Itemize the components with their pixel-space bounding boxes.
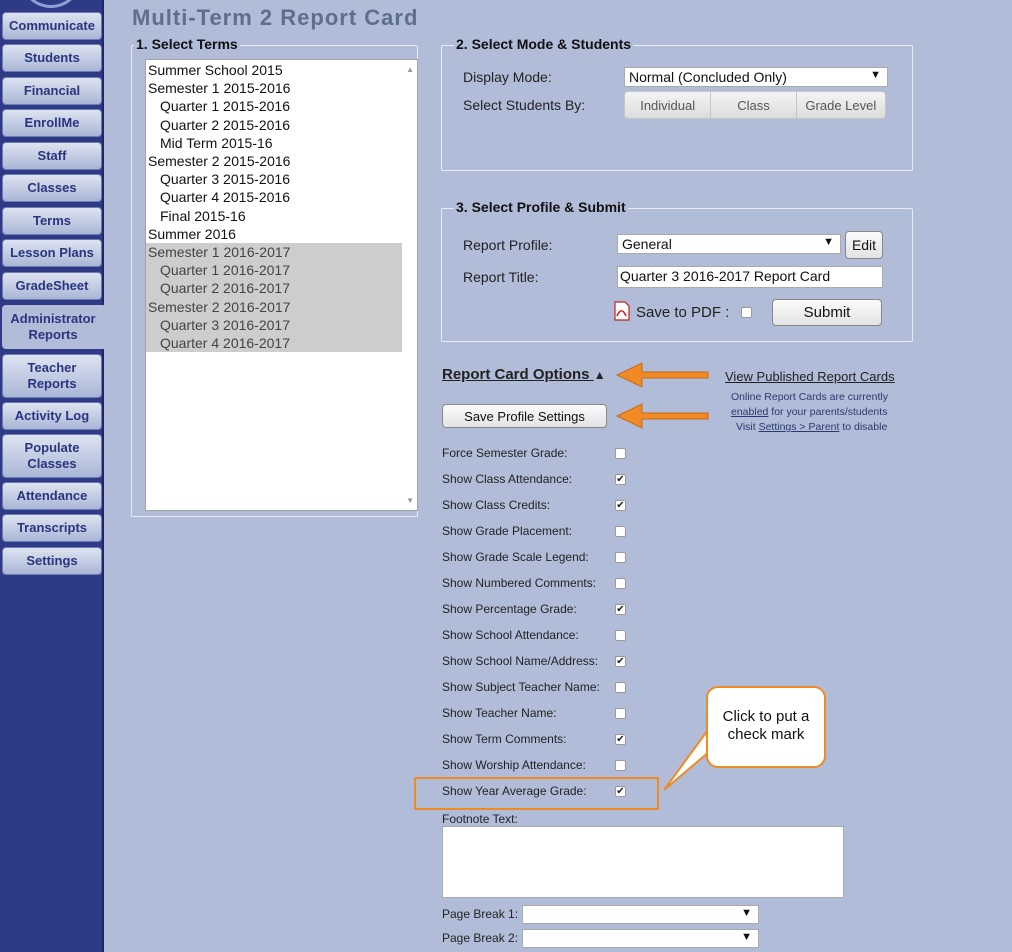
page-break-2-select[interactable] [522,929,759,948]
option-checkbox[interactable] [615,708,626,719]
option-checkbox[interactable]: ✔ [616,604,625,615]
option-label: Show School Name/Address: [442,654,599,668]
online-report-note-disable: to disable [839,421,888,433]
term-option[interactable]: Semester 2 2016-2017 [146,298,402,316]
select-mode-legend: 2. Select Mode & Students [456,36,632,52]
sidebar-item-financial[interactable]: Financial [2,77,102,105]
report-card-options-toggle[interactable] [442,366,606,383]
option-checkbox[interactable]: ✔ [616,500,625,511]
option-label: Show Worship Attendance: [442,758,586,772]
sidebar-item-classes[interactable]: Classes [2,174,102,202]
individual-button[interactable]: Individual [625,92,711,118]
sidebar-item-teacher-reports[interactable]: Teacher Reports [2,354,102,398]
scroll-up-icon[interactable]: ▲ [406,65,414,74]
sidebar [0,0,104,952]
option-checkbox[interactable] [615,448,626,459]
select-profile-legend: 3. Select Profile & Submit [456,199,626,215]
option-label: Show Grade Scale Legend: [442,550,589,564]
terms-listbox[interactable] [145,59,418,511]
option-label: Show Subject Teacher Name: [442,680,600,694]
select-students-by-label: Select Students By: [463,97,586,113]
report-card-options-label: Report Card Options [442,366,590,383]
sidebar-item-administrator-reports[interactable]: Administrator Reports [2,305,104,349]
annotation-arrow-icon [614,402,710,430]
view-published-report-cards-link[interactable]: View Published Report Cards [725,369,895,384]
online-report-note-line-2 [731,406,887,418]
option-label: Show Class Attendance: [442,472,573,486]
option-checkbox[interactable]: ✔ [616,474,625,485]
sidebar-item-attendance[interactable]: Attendance [2,482,102,510]
option-checkbox[interactable] [615,578,626,589]
sidebar-item-staff[interactable]: Staff [2,142,102,170]
submit-button[interactable]: Submit [772,299,882,326]
option-checkbox[interactable] [615,526,626,537]
option-checkbox[interactable] [615,630,626,641]
dropdown-arrow-icon: ▼ [741,931,752,943]
display-mode-select[interactable] [624,67,888,87]
term-option[interactable]: Summer School 2015 [148,62,283,78]
sidebar-item-activity-log[interactable]: Activity Log [2,402,102,430]
sidebar-item-populate-classes[interactable]: Populate Classes [2,434,102,478]
report-title-input[interactable]: Quarter 3 2016-2017 Report Card [617,266,883,288]
option-label: Show School Attendance: [442,628,579,642]
save-to-pdf-checkbox[interactable] [741,307,752,318]
option-label: Force Semester Grade: [442,446,568,460]
sidebar-item-communicate[interactable]: Communicate [2,12,102,40]
logo [20,0,82,8]
select-students-by-group [624,91,886,119]
class-button[interactable]: Class [711,92,796,118]
online-report-note-suffix: for your parents/students [768,406,888,418]
page-break-2-label: Page Break 2: [442,931,519,945]
page-title: Multi-Term 2 Report Card [132,5,419,30]
sidebar-item-settings[interactable]: Settings [2,547,102,575]
option-checkbox[interactable] [615,552,626,563]
report-title-label: Report Title: [463,269,539,285]
sidebar-item-terms[interactable]: Terms [2,207,102,235]
term-option[interactable]: Final 2015-16 [160,207,246,224]
term-option[interactable]: Quarter 3 2016-2017 [146,316,402,334]
sidebar-item-lesson-plans[interactable]: Lesson Plans [2,239,102,267]
option-label: Show Teacher Name: [442,706,557,720]
term-option[interactable]: Quarter 4 2016-2017 [146,334,402,352]
save-profile-settings-button[interactable]: Save Profile Settings [442,404,607,428]
option-label: Show Percentage Grade: [442,602,577,616]
term-option[interactable]: Semester 1 2015-2016 [148,80,291,97]
pdf-icon [613,301,631,321]
report-profile-select[interactable] [617,234,841,254]
report-profile-label: Report Profile: [463,237,553,253]
display-mode-label: Display Mode: [463,69,552,85]
dropdown-arrow-icon: ▼ [870,69,881,81]
footnote-text-label: Footnote Text: [442,812,518,826]
enabled-link[interactable]: enabled [731,406,769,418]
display-mode-value: Normal (Concluded Only) [629,69,787,85]
edit-profile-button[interactable]: Edit [845,231,883,259]
option-label: Show Year Average Grade: [442,784,587,798]
option-label: Show Grade Placement: [442,524,573,538]
grade-level-button[interactable]: Grade Level [805,97,877,113]
settings-parent-link[interactable]: Settings > Parent [758,421,840,433]
term-option[interactable]: Semester 2 2015-2016 [148,153,291,169]
sidebar-item-gradesheet[interactable]: GradeSheet [2,272,102,300]
callout-bubble: Click to put a check mark [706,686,826,768]
collapse-triangle-icon: ▲ [593,368,606,382]
option-label: Show Class Credits: [442,498,551,512]
term-option[interactable]: Quarter 4 2015-2016 [160,189,290,206]
dropdown-arrow-icon: ▼ [741,907,752,919]
sidebar-item-students[interactable]: Students [2,44,102,72]
highlight-box [414,777,659,810]
term-option[interactable]: Summer 2016 [148,225,236,242]
page-break-1-select[interactable] [522,905,759,924]
option-checkbox[interactable] [615,682,626,693]
online-report-note-visit: Visit [736,421,759,433]
option-label: Show Numbered Comments: [442,576,597,590]
scroll-down-icon[interactable]: ▼ [406,496,414,505]
option-label: Show Term Comments: [442,732,567,746]
sidebar-item-enrollme[interactable]: EnrollMe [2,109,102,137]
online-report-note-line-3 [736,421,887,433]
option-checkbox[interactable] [615,760,626,771]
option-checkbox[interactable]: ✔ [616,656,625,667]
term-option[interactable]: Quarter 2 2016-2017 [146,279,402,297]
term-option[interactable]: Quarter 1 2015-2016 [160,98,290,115]
report-profile-value: General [622,236,672,252]
term-option[interactable]: Mid Term 2015-16 [160,134,273,151]
page-break-1-label: Page Break 1: [442,907,519,921]
select-terms-legend: 1. Select Terms [136,36,238,52]
term-option[interactable]: Quarter 1 2016-2017 [146,261,402,279]
term-option[interactable]: Semester 1 2016-2017 [146,243,402,261]
dropdown-arrow-icon: ▼ [823,236,834,248]
option-checkbox[interactable]: ✔ [616,786,625,797]
save-to-pdf-label: Save to PDF : [636,304,730,321]
online-report-note-line-1: Online Report Cards are currently [731,391,888,403]
sidebar-item-transcripts[interactable]: Transcripts [2,514,102,542]
term-option[interactable]: Quarter 2 2015-2016 [160,116,290,133]
footnote-textarea[interactable] [442,826,844,898]
option-checkbox[interactable]: ✔ [616,734,625,745]
term-option[interactable]: Quarter 3 2015-2016 [160,171,290,188]
annotation-arrow-icon [614,361,710,389]
